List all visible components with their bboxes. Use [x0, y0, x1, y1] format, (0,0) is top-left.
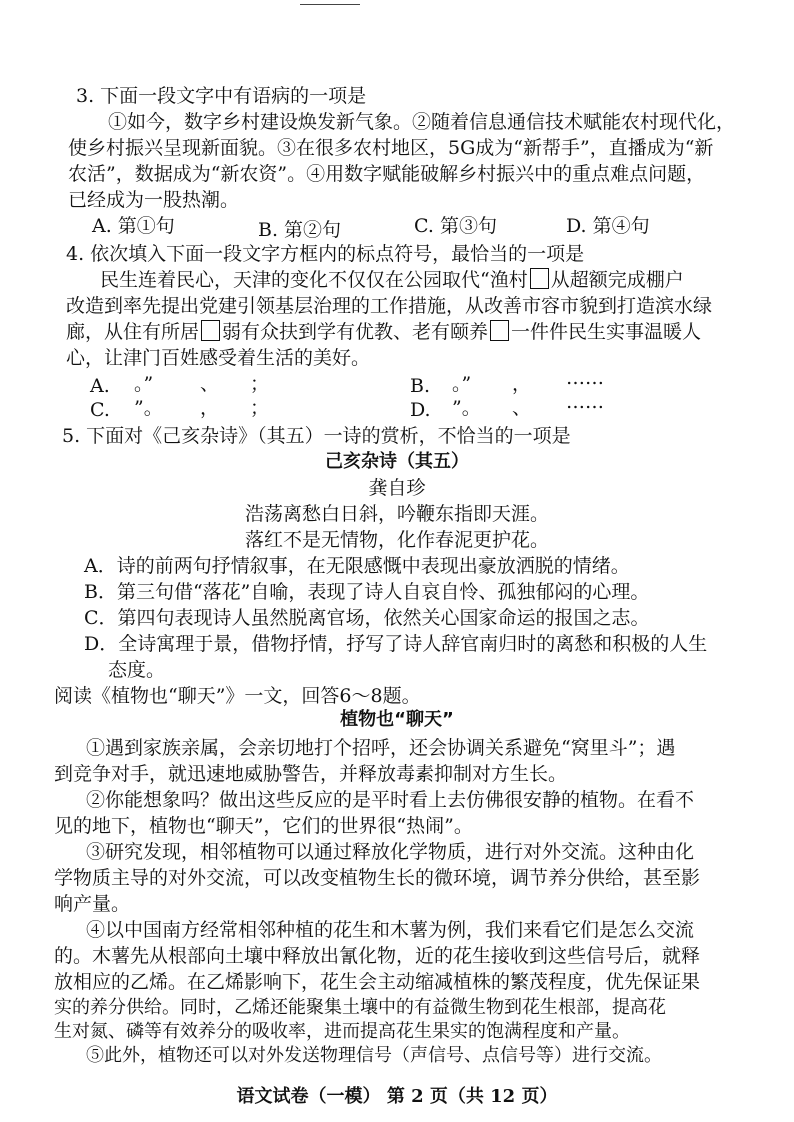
passage-line: ②你能想象吗？做出这些反应的是平时看上去仿佛很安静的植物。在看不 — [86, 789, 695, 811]
q4-text: 廊，从住有所居 — [66, 321, 200, 343]
q3-line: 农活”，数据成为“新农资”。④用数字赋能破解乡村振兴中的重点难点问题， — [68, 163, 706, 185]
passage-line: ⑤此外，植物还可以对外发送物理信号（声信号、点信号等）进行交流。 — [86, 1045, 662, 1066]
top-rule — [300, 4, 360, 5]
punct-2: ， — [512, 373, 532, 395]
punct-3: …… — [566, 367, 604, 389]
q4-stem: 4. 依次填入下面一段文字方框内的标点符号，最恰当的一项是 — [66, 243, 585, 265]
q5-option-d: D．全诗寓理于景，借物抒情，抒写了诗人辞官南归时的离愁和积极的人生 — [84, 633, 708, 655]
q4-passage-line: 心，让津门百姓感受着生活的美好。 — [66, 347, 371, 369]
blank-box — [201, 320, 220, 341]
punct-3: …… — [566, 391, 604, 413]
punct-2: ， — [200, 397, 220, 419]
q4-text: 一件件民生实事温暖人 — [511, 321, 702, 343]
option-label: A. — [90, 375, 110, 397]
option-label: B. — [410, 375, 431, 397]
page-footer: 语文试卷（一模） 第 2 页（共 12 页） — [236, 1086, 558, 1107]
passage-line: 到竞争对手，就迅速地威胁警告，并释放毒素抑制对方生长。 — [54, 763, 568, 785]
q4-passage-line — [100, 268, 684, 292]
q5-stem: 5. 下面对《己亥杂诗》（其五）一诗的赏析，不恰当的一项是 — [62, 425, 571, 447]
passage-line: ①遇到家族亲属，会亲切地打个招呼，还会协调关系避免“窝里斗”；遇 — [86, 737, 676, 759]
q4-text: 民生连着民心，天津的变化不仅仅在公园取代“渔村 — [100, 269, 528, 291]
poem-line: 浩荡离愁白日斜，吟鞭东指即天涯。 — [244, 503, 549, 525]
q3-option-c: C. 第③句 — [414, 215, 497, 237]
option-label: C. — [90, 399, 110, 421]
poem-line: 落红不是无情物，化作春泥更护花。 — [244, 529, 549, 551]
q5-option-b: B．第三句借“落花”自喻，表现了诗人自哀自怜、孤独郁闷的心理。 — [84, 581, 650, 603]
q5-option-c: C．第四句表现诗人虽然脱离官场，依然关心国家命运的报国之志。 — [84, 607, 650, 629]
reading-intro: 阅读《植物也“聊天”》一文，回答6～8题。 — [54, 685, 421, 707]
passage-line: 响产量。 — [54, 893, 131, 915]
passage-title: 植物也“聊天” — [340, 709, 454, 730]
passage-line: 实的养分供给。同时，乙烯还能聚集土壤中的有益微生物到花生根部，提高花 — [54, 997, 666, 1018]
passage-line: 的。木薯先从根部向土壤中释放出氰化物，近的花生接收到这些信号后，就释 — [54, 945, 701, 967]
punct-3: ； — [250, 373, 270, 395]
option-label: D. — [410, 399, 431, 421]
q4-text: 从超额完成棚户 — [550, 269, 684, 291]
q3-option-a: A. 第①句 — [92, 215, 175, 237]
q5-option-d-cont: 态度。 — [108, 659, 166, 681]
punct-1: ”。 — [134, 397, 163, 419]
punct-3: ； — [250, 397, 270, 419]
poem-title: 己亥杂诗（其五） — [325, 451, 469, 472]
q3-line: 已经成为一股热潮。 — [68, 189, 240, 211]
q4-passage-line: 改造到率先提出党建引领基层治理的工作措施，从改善市容市貌到打造滨水绿 — [66, 295, 713, 317]
passage-line: 放相应的乙烯。在乙烯影响下，花生会主动缩减植株的繁茂程度，优先保证果 — [54, 971, 701, 993]
blank-box — [490, 320, 509, 341]
punct-2: 、 — [512, 397, 532, 419]
punct-1: ”。 — [452, 397, 481, 419]
passage-line: 见的地下，植物也“聊天”，它们的世界很“热闹”。 — [54, 815, 473, 837]
q3-line: 使乡村振兴呈现新面貌。③在很多农村地区，5G成为“新帮手”，直播成为“新 — [68, 137, 714, 159]
poem-author: 龚自珍 — [368, 477, 426, 499]
q4-text: 弱有众扶到学有优教、老有颐养 — [222, 321, 489, 343]
passage-line: 生对氮、磷等有效养分的吸收率，进而提高花生果实的饱满程度和产量。 — [54, 1021, 630, 1042]
q3-line: ①如今，数字乡村建设焕发新气象。②随着信息通信技术赋能农村现代化， — [108, 111, 736, 133]
punct-1: 。” — [134, 373, 154, 395]
q3-option-d: D. 第④句 — [566, 215, 650, 237]
passage-line: ④以中国南方经常相邻种植的花生和木薯为例，我们来看它们是怎么交流 — [86, 919, 695, 941]
q5-option-a: A．诗的前两句抒情叙事，在无限感慨中表现出豪放洒脱的情绪。 — [84, 555, 630, 577]
q3-stem: 3. 下面一段文字中有语病的一项是 — [76, 85, 367, 107]
blank-box — [530, 268, 549, 289]
punct-2: 、 — [200, 373, 220, 395]
q4-passage-line — [66, 320, 701, 344]
punct-1: 。” — [452, 373, 472, 395]
passage-line: ③研究发现，相邻植物可以通过释放化学物质，进行对外交流。这种由化 — [86, 841, 695, 863]
passage-line: 学物质主导的对外交流，可以改变植物生长的微环境，调节养分供给，甚至影 — [54, 867, 701, 889]
q3-option-b: B. 第②句 — [258, 219, 342, 241]
